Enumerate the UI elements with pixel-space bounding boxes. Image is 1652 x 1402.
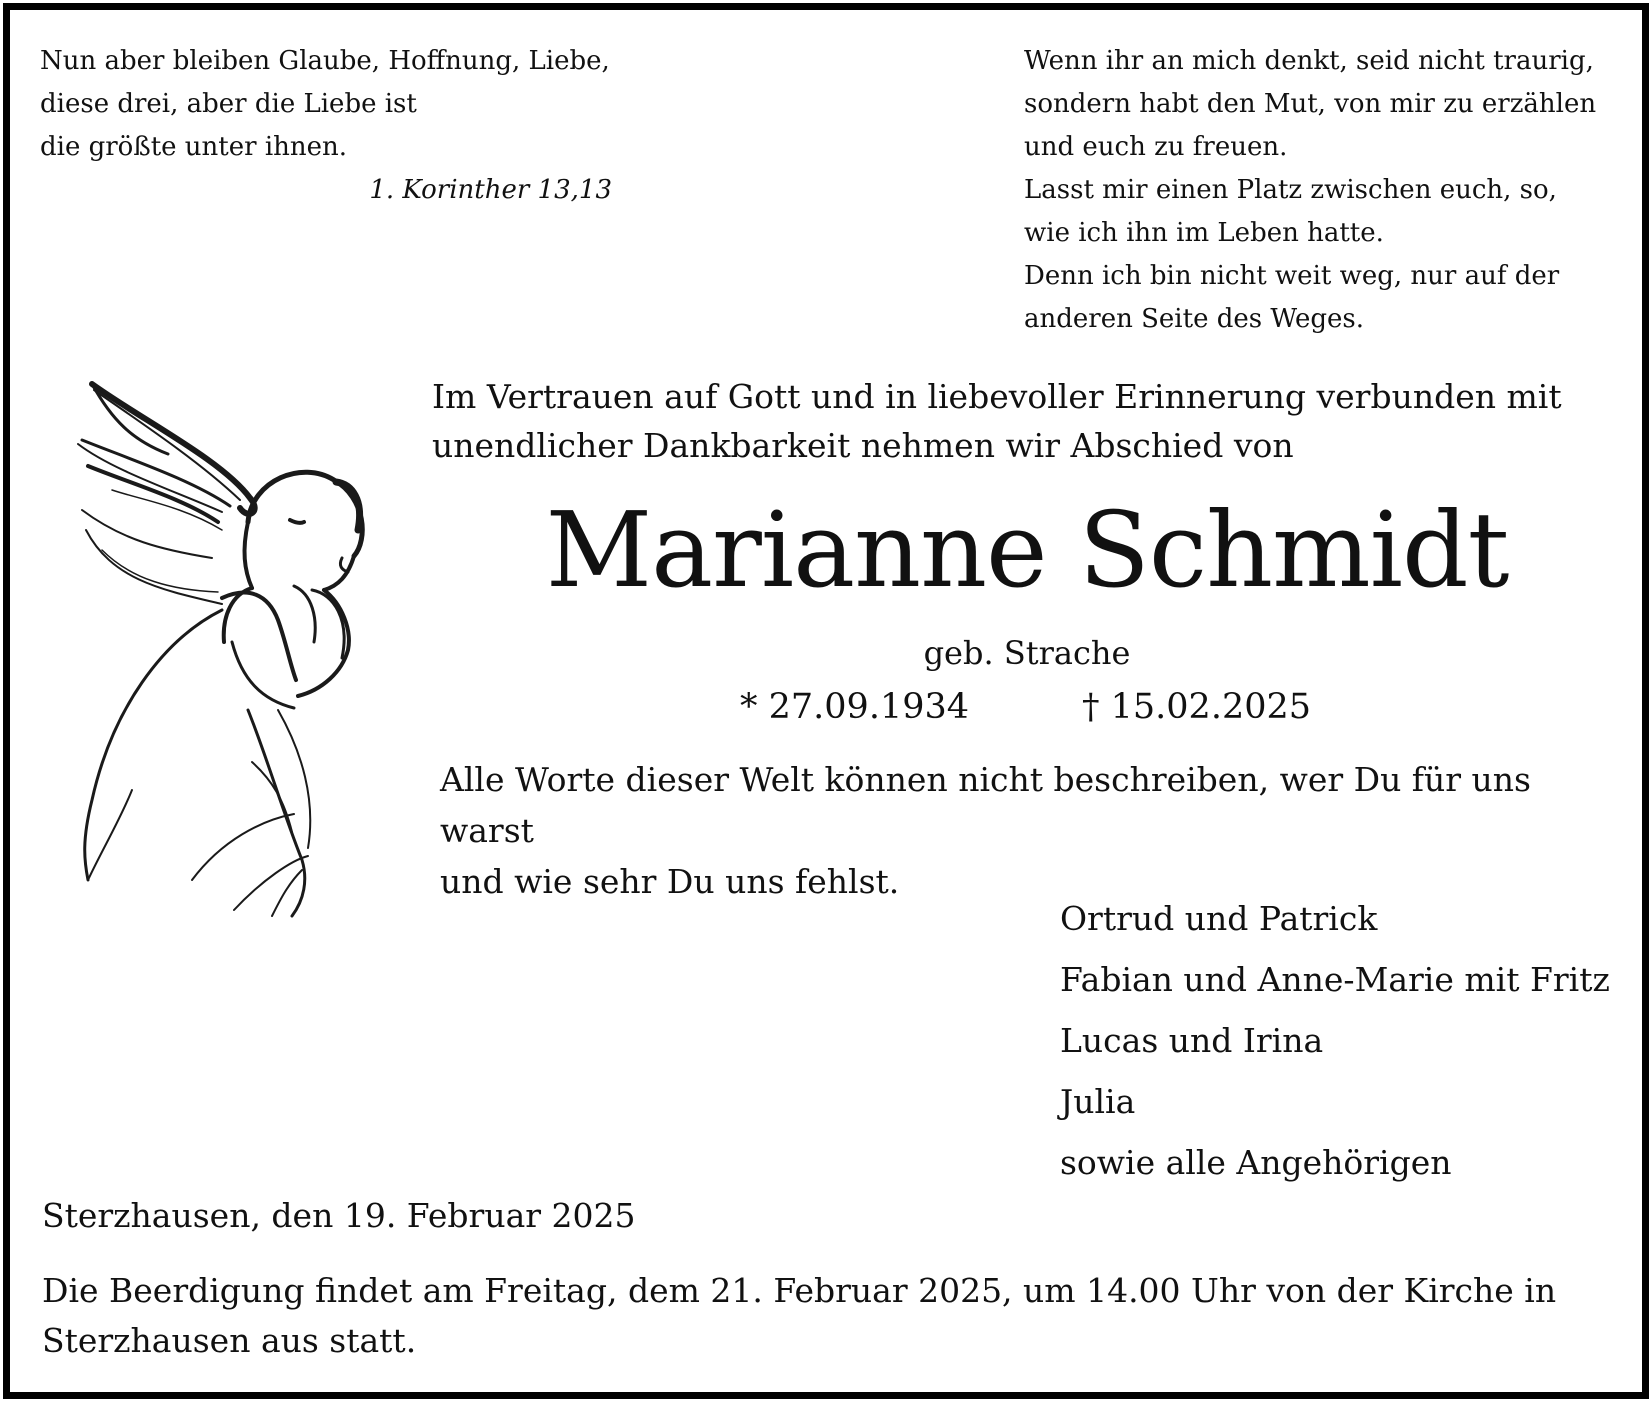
angel-drawing bbox=[72, 380, 392, 970]
bible-verse-line: die größte unter ihnen. bbox=[40, 132, 348, 162]
poem-line: Denn ich bin nicht weit weg, nur auf der bbox=[1024, 261, 1560, 291]
poem-line: Wenn ihr an mich denkt, seid nicht traurig, bbox=[1024, 46, 1594, 76]
funeral-info-line: Die Beerdigung findet am Freitag, dem 21. Februar 2025, um 14.00 Uhr von der Kirche in bbox=[42, 1271, 1557, 1310]
maiden-name: geb. Strache bbox=[923, 634, 1131, 672]
poem-line: und euch zu freuen. bbox=[1024, 132, 1288, 162]
intro-text bbox=[432, 372, 1612, 470]
deceased-name: Marianne Schmidt bbox=[545, 489, 1509, 611]
funeral-info bbox=[42, 1266, 1614, 1366]
poem-line: wie ich ihn im Leben hatte. bbox=[1024, 218, 1384, 248]
death-date: † 15.02.2025 bbox=[1082, 687, 1312, 727]
bible-verse-line: diese drei, aber die Liebe ist bbox=[40, 89, 417, 119]
mourner-entry: Lucas und Irina bbox=[1060, 1021, 1324, 1060]
place-date: Sterzhausen, den 19. Februar 2025 bbox=[42, 1196, 636, 1235]
mourners-list bbox=[1060, 888, 1610, 1193]
mourner-entry: sowie alle Angehörigen bbox=[1060, 1143, 1452, 1182]
farewell-quote-line: Alle Worte dieser Welt können nicht beschreiben, wer Du für uns warst bbox=[440, 760, 1531, 850]
farewell-quote-line: und wie sehr Du uns fehlst. bbox=[440, 862, 900, 901]
bible-verse-line: Nun aber bleiben Glaube, Hoffnung, Liebe, bbox=[40, 46, 610, 76]
poem-line: anderen Seite des Weges. bbox=[1024, 304, 1364, 334]
farewell-quote bbox=[440, 754, 1612, 907]
poem bbox=[1024, 40, 1607, 341]
mourner-entry: Julia bbox=[1060, 1082, 1136, 1121]
poem-line: sondern habt den Mut, von mir zu erzählen bbox=[1024, 89, 1597, 119]
bible-verse bbox=[40, 40, 612, 212]
intro-line: unendlicher Dankbarkeit nehmen wir Abschied von bbox=[432, 426, 1294, 465]
bible-reference: 1. Korinther 13,13 bbox=[369, 175, 612, 205]
intro-line: Im Vertrauen auf Gott und in liebevoller Erinnerung verbunden mit bbox=[432, 377, 1562, 416]
poem-line: Lasst mir einen Platz zwischen euch, so, bbox=[1024, 175, 1557, 205]
mourner-entry: Ortrud und Patrick bbox=[1060, 899, 1378, 938]
funeral-info-line: Sterzhausen aus statt. bbox=[42, 1321, 417, 1360]
mourner-entry: Fabian und Anne-Marie mit Fritz bbox=[1060, 960, 1610, 999]
birth-date: * 27.09.1934 bbox=[740, 687, 970, 727]
